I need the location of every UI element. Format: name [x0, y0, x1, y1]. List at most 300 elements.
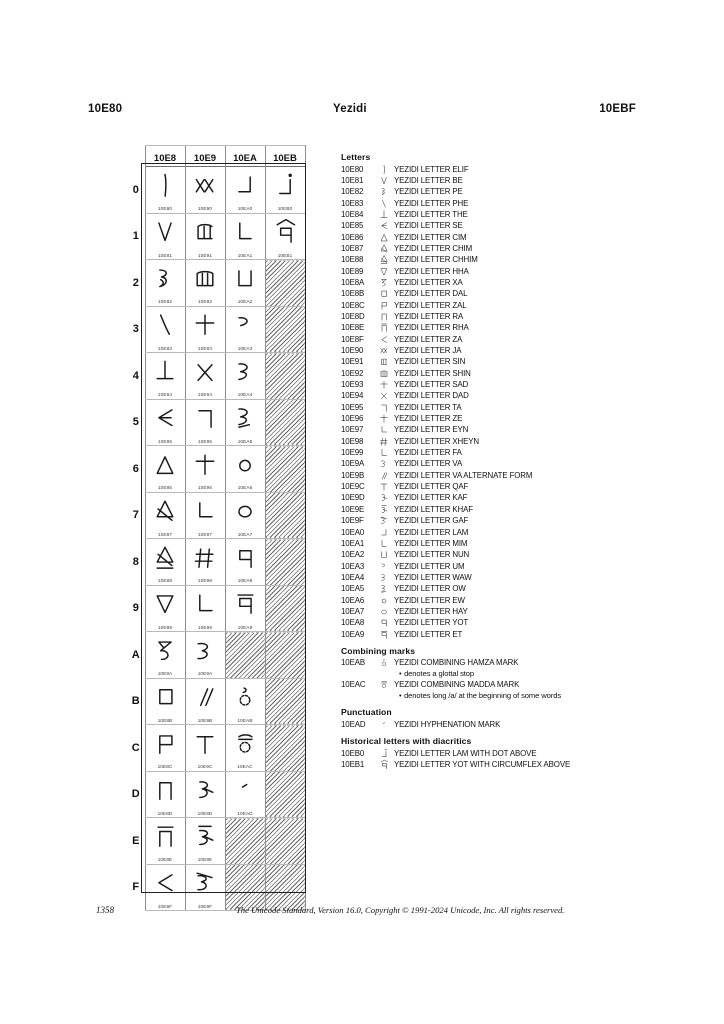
code-cell-10EA4: [225, 353, 265, 400]
glyph-va-icon: [186, 632, 225, 667]
code-cell-empty: [225, 632, 265, 679]
entry-code: 10E85: [341, 221, 364, 231]
page-title: Yezidi: [333, 103, 367, 115]
section-title-letters: Letters: [341, 152, 371, 162]
cell-code-label: 10EAD: [237, 810, 253, 816]
entry-code: 10E92: [341, 368, 364, 378]
entry-code: 10E98: [341, 436, 364, 446]
chart-corner: [127, 146, 145, 167]
glyph-kaf-icon: [374, 492, 394, 503]
glyph-sad-icon: [374, 379, 394, 390]
code-chart-row: [127, 678, 305, 725]
name-entry-10EB1: [341, 759, 641, 770]
glyph-gaf-icon: [374, 515, 394, 526]
entry-code: 10E96: [341, 414, 364, 424]
header-start-code: 10E80: [88, 103, 123, 115]
cell-code-label: 10E82: [157, 299, 173, 304]
name-entry-10E8E: [341, 322, 641, 333]
entry-code: 10E82: [341, 187, 364, 197]
entry-code: 10EAC: [341, 680, 366, 690]
glyph-xa-icon: [374, 277, 394, 288]
name-entry-10E97: [341, 424, 641, 435]
cell-code-label: 10E97: [197, 531, 213, 537]
cell-code-label: 10E98: [197, 578, 213, 583]
code-cell-10E9C: [185, 725, 225, 772]
glyph-kaf-icon: [186, 772, 225, 807]
entry-code: 10EA3: [341, 561, 365, 571]
code-cell-10E85: [145, 399, 185, 446]
entry-name: YEZIDI LETTER PE: [394, 187, 463, 197]
row-label-C: C: [131, 741, 140, 754]
entry-code: 10EA7: [341, 606, 365, 616]
glyph-fa-icon: [374, 447, 394, 458]
entry-name: YEZIDI LETTER SE: [394, 221, 463, 231]
name-entry-10E8B: [341, 288, 641, 299]
code-chart-row: [127, 260, 305, 307]
cell-code-label: 10E9D: [197, 810, 213, 816]
name-entry-10E9C: [341, 481, 641, 492]
glyph-cim-icon: [146, 446, 185, 481]
name-entry-10E9E: [341, 504, 641, 515]
entry-name: YEZIDI LETTER ZA: [394, 334, 463, 344]
entry-code: 10EA6: [341, 595, 365, 605]
cell-code-label: 10EA5: [237, 438, 253, 444]
name-entry-10E9F: [341, 515, 641, 526]
code-cell-10E9B: [185, 678, 225, 725]
glyph-eyn-icon: [374, 424, 394, 435]
code-chart-row: [127, 213, 305, 260]
code-cell-10E81: [145, 213, 185, 260]
code-cell-10E98: [185, 539, 225, 586]
code-cell-10E84: [145, 353, 185, 400]
glyph-dal-icon: [374, 288, 394, 299]
cell-code-label: 10E94: [197, 392, 213, 397]
code-chart-row: [127, 632, 305, 679]
code-cell-10E8A: [145, 632, 185, 679]
entry-code: 10E8D: [341, 311, 365, 321]
cell-code-label: 10E99: [197, 624, 213, 630]
code-chart-row: [127, 539, 305, 586]
code-cell-empty: [265, 399, 305, 446]
name-entry-10E81: [341, 175, 641, 186]
glyph-ja-icon: [186, 167, 225, 202]
glyph-lam-icon: [374, 527, 394, 538]
code-cell-empty: [265, 864, 305, 911]
entry-code: 10EA0: [341, 527, 365, 537]
entry-name: YEZIDI LETTER LAM WITH DOT ABOVE: [394, 748, 537, 758]
code-chart: [127, 145, 305, 911]
code-cell-10E90: [185, 167, 225, 214]
glyph-va-alt-icon: [186, 679, 225, 714]
code-cell-empty: [265, 678, 305, 725]
name-entry-10EA8: [341, 617, 641, 628]
name-entry-10E82: [341, 186, 641, 197]
glyph-va-icon: [374, 458, 394, 469]
entry-name: YEZIDI LETTER DAL: [394, 289, 468, 299]
entry-code: 10E9E: [341, 504, 365, 514]
entry-code: 10E99: [341, 448, 364, 458]
cell-code-label: 10EA1: [237, 252, 253, 258]
glyph-chhim-icon: [374, 254, 394, 265]
entry-code: 10E9B: [341, 470, 365, 480]
entry-code: 10E9D: [341, 493, 365, 503]
page-footer: [96, 905, 636, 919]
entry-name: YEZIDI LETTER ET: [394, 629, 463, 639]
name-entry-10E8F: [341, 334, 641, 345]
entry-name: YEZIDI LETTER ELIF: [394, 164, 469, 174]
row-label-B: B: [131, 695, 140, 708]
glyph-qaf-icon: [186, 725, 225, 760]
code-chart-row: [127, 446, 305, 493]
glyph-pe-icon: [374, 186, 394, 197]
row-label-2: 2: [132, 276, 139, 289]
code-chart-row: [127, 818, 305, 865]
code-cell-10EA0: [225, 167, 265, 214]
entry-name: YEZIDI LETTER XA: [394, 277, 463, 287]
code-cell-10EA8: [225, 539, 265, 586]
name-entry-10EA0: [341, 527, 641, 538]
code-cell-empty: [265, 306, 305, 353]
entry-code: 10E8F: [341, 334, 364, 344]
name-entry-10EA2: [341, 549, 641, 560]
entry-code: 10E8A: [341, 277, 365, 287]
entry-code: 10EB0: [341, 748, 365, 758]
entry-code: 10EA9: [341, 629, 365, 639]
entry-code: 10EA1: [341, 538, 365, 548]
cell-code-label: 10E9F: [197, 903, 213, 909]
header-end-code: 10EBF: [599, 103, 636, 115]
code-cell-10EAB: [225, 678, 265, 725]
entry-name: YEZIDI LETTER XHEYN: [394, 436, 479, 446]
column-header-2: 10EA: [233, 153, 257, 164]
code-cell-empty: [265, 446, 305, 493]
entry-name: YEZIDI LETTER VA: [394, 459, 463, 469]
entry-code: 10E9A: [341, 459, 365, 469]
section-title-combining-marks: Combining marks: [341, 645, 416, 656]
bullet-icon: •: [399, 668, 402, 678]
glyph-xheyn-icon: [374, 436, 394, 447]
glyph-waw-icon: [226, 353, 265, 388]
code-cell-10E83: [145, 306, 185, 353]
cell-code-label: 10E8A: [157, 671, 173, 676]
entry-code: 10E91: [341, 357, 364, 367]
glyph-sin-icon: [186, 214, 225, 249]
entry-code: 10E80: [341, 164, 364, 174]
entry-name: YEZIDI LETTER UM: [394, 561, 465, 571]
code-cell-10E96: [185, 446, 225, 493]
code-cell-10E8E: [145, 818, 185, 865]
entry-code: 10E94: [341, 391, 364, 401]
code-cell-10E89: [145, 585, 185, 632]
code-chart-row: [127, 771, 305, 818]
glyph-dad-icon: [374, 390, 394, 401]
glyph-mim-icon: [374, 538, 394, 549]
code-cell-10E8F: [145, 864, 185, 911]
glyph-ja-icon: [374, 345, 394, 356]
entry-name: YEZIDI LETTER EW: [394, 595, 465, 605]
code-cell-empty: [265, 353, 305, 400]
section-title-punctuation: Punctuation: [341, 707, 392, 718]
cell-code-label: 10EAB: [237, 717, 253, 723]
entry-name: YEZIDI LETTER GAF: [394, 516, 469, 526]
bullet-icon: •: [399, 690, 402, 700]
name-entry-10E91: [341, 356, 641, 367]
cell-code-label: 10EB0: [277, 206, 293, 211]
cell-code-label: 10E9E: [197, 857, 213, 862]
glyph-yot-circ-icon: [266, 214, 305, 249]
cell-code-label: 10EA3: [237, 345, 253, 351]
name-entry-10E85: [341, 220, 641, 231]
entry-name: YEZIDI LETTER ZE: [394, 414, 463, 424]
glyph-the-icon: [374, 209, 394, 220]
cell-code-label: 10E8F: [157, 903, 173, 909]
entry-name: YEZIDI LETTER RHA: [394, 323, 469, 333]
code-cell-10EB0: [265, 167, 305, 214]
glyph-zal-icon: [146, 725, 185, 760]
glyph-lam-dot-icon: [266, 167, 305, 202]
entry-name: YEZIDI LETTER YOT: [394, 618, 469, 628]
glyph-dal-icon: [146, 679, 185, 714]
entry-name: YEZIDI LETTER SHIN: [394, 368, 471, 378]
glyph-et-icon: [374, 629, 394, 640]
glyph-yot-icon: [226, 539, 265, 574]
glyph-hay-icon: [226, 493, 265, 528]
entry-name: YEZIDI LETTER THE: [394, 209, 468, 219]
code-cell-empty: [265, 632, 305, 679]
entry-name: YEZIDI LETTER EYN: [394, 425, 469, 435]
code-cell-10E95: [185, 399, 225, 446]
glyph-shin-icon: [186, 260, 225, 295]
code-cell-10E91: [185, 213, 225, 260]
name-entry-10E87: [341, 243, 641, 254]
entry-name: YEZIDI LETTER VA ALTERNATE FORM: [394, 470, 533, 480]
row-label-8: 8: [132, 555, 139, 568]
entry-name: YEZIDI LETTER JA: [394, 346, 462, 355]
glyph-rha-icon: [146, 818, 185, 853]
page-number: 1358: [96, 905, 114, 915]
glyph-um-icon: [374, 561, 394, 572]
entry-name: YEZIDI LETTER CIM: [394, 232, 467, 242]
entry-code: 10E84: [341, 209, 364, 219]
glyph-ta-icon: [374, 402, 394, 413]
code-cell-empty: [265, 585, 305, 632]
cell-code-label: 10E90: [197, 206, 213, 211]
entry-name: YEZIDI COMBINING MADDA MARK: [394, 680, 520, 690]
glyph-ra-icon: [374, 311, 394, 322]
glyph-se-icon: [146, 400, 185, 435]
entry-code: 10E89: [341, 266, 364, 276]
row-label-9: 9: [132, 602, 139, 615]
entry-code: 10E9C: [341, 482, 365, 492]
entry-code: 10E95: [341, 402, 364, 412]
entry-name: YEZIDI LETTER LAM: [394, 527, 469, 537]
code-cell-10EA5: [225, 399, 265, 446]
cell-code-label: 10E83: [157, 345, 173, 351]
glyph-ra-icon: [146, 772, 185, 807]
cell-code-label: 10E86: [157, 485, 173, 490]
name-entry-10E86: [341, 232, 641, 243]
cell-code-label: 10EA2: [237, 299, 253, 304]
cell-code-label: 10E87: [157, 531, 173, 537]
name-entry-10EAB: [341, 657, 641, 668]
entry-code: 10E93: [341, 380, 364, 390]
name-entry-10E9D: [341, 492, 641, 503]
glyph-ze-icon: [374, 413, 394, 424]
code-chart-row: [127, 492, 305, 539]
code-cell-empty: [265, 725, 305, 772]
code-cell-empty: [265, 260, 305, 307]
name-entry-10E90: [341, 345, 641, 356]
code-chart-row: [127, 585, 305, 632]
code-cell-empty: [225, 864, 265, 911]
entry-code: 10E97: [341, 425, 364, 435]
entry-name: YEZIDI LETTER DAD: [394, 391, 469, 401]
section-title-historical-letters-with-diacritics: Historical letters with diacritics: [341, 736, 472, 747]
code-chart-row: [127, 306, 305, 353]
name-entry-10E9B: [341, 470, 641, 481]
cell-code-label: 10E92: [197, 299, 213, 304]
entry-code: 10EAB: [341, 658, 366, 668]
glyph-ta-icon: [186, 400, 225, 435]
code-cell-empty: [265, 818, 305, 865]
glyph-mim-icon: [226, 214, 265, 249]
glyph-be-icon: [146, 214, 185, 249]
entry-name: YEZIDI LETTER CHIM: [394, 243, 473, 253]
glyph-xheyn-icon: [186, 539, 225, 574]
name-entry-10EA3: [341, 561, 641, 572]
entry-name: YEZIDI LETTER KHAF: [394, 504, 473, 514]
row-label-4: 4: [132, 369, 139, 382]
code-cell-empty: [265, 771, 305, 818]
entry-name: YEZIDI LETTER SAD: [394, 380, 469, 390]
cell-code-label: 10E9B: [197, 717, 213, 723]
glyph-hyphen-icon: [374, 719, 394, 730]
name-entry-10EAC: [341, 679, 641, 690]
name-entry-10E95: [341, 402, 641, 413]
glyph-ow-icon: [374, 583, 394, 594]
code-chart-row: [127, 167, 305, 214]
glyph-zal-icon: [374, 300, 394, 311]
code-cell-10EAC: [225, 725, 265, 772]
code-cell-10EB1: [265, 213, 305, 260]
glyph-sad-icon: [186, 307, 225, 342]
name-entry-10EA1: [341, 538, 641, 549]
cell-code-label: 10E88: [157, 578, 173, 583]
entry-code: 10EA2: [341, 550, 365, 560]
code-chart-table: [127, 145, 306, 911]
name-entry-10E96: [341, 413, 641, 424]
entry-code: 10E9F: [341, 516, 364, 526]
cell-code-label: 10EA8: [237, 578, 253, 583]
cell-code-label: 10E96: [197, 485, 213, 490]
glyph-lam-icon: [226, 167, 265, 202]
glyph-phe-icon: [374, 198, 394, 209]
glyph-phe-icon: [146, 307, 185, 342]
name-entry-10EA9: [341, 629, 641, 640]
code-cell-10E88: [145, 539, 185, 586]
glyph-za-icon: [374, 334, 394, 345]
code-cell-10E97: [185, 492, 225, 539]
code-chart-row: [127, 353, 305, 400]
code-cell-10E93: [185, 306, 225, 353]
code-cell-10E94: [185, 353, 225, 400]
entry-name: YEZIDI LETTER TA: [394, 402, 462, 412]
glyph-um-icon: [226, 307, 265, 342]
code-cell-10EA2: [225, 260, 265, 307]
glyph-fa-icon: [186, 586, 225, 621]
name-entry-10EB0: [341, 748, 641, 759]
name-entry-10E94: [341, 390, 641, 401]
name-entry-10E8A: [341, 277, 641, 288]
entry-name: YEZIDI LETTER ZAL: [394, 300, 467, 310]
glyph-sin-icon: [374, 356, 394, 367]
cell-code-label: 10E9C: [197, 764, 213, 769]
glyph-za-icon: [146, 865, 185, 900]
row-label-6: 6: [132, 462, 139, 475]
entry-name: YEZIDI COMBINING HAMZA MARK: [394, 658, 519, 668]
code-cell-10E9E: [185, 818, 225, 865]
entry-name: YEZIDI LETTER SIN: [394, 357, 466, 367]
glyph-xa-icon: [146, 632, 185, 667]
cell-code-label: 10E8E: [157, 857, 173, 862]
glyph-qaf-icon: [374, 481, 394, 492]
glyph-hamza-icon: [226, 679, 265, 714]
glyph-hay-icon: [374, 606, 394, 617]
glyph-ow-icon: [226, 400, 265, 435]
entry-code: 10EB1: [341, 760, 365, 769]
glyph-be-icon: [374, 175, 394, 186]
glyph-waw-icon: [374, 572, 394, 583]
name-entry-10E98: [341, 436, 641, 447]
cell-code-label: 10E81: [157, 252, 173, 258]
row-label-7: 7: [132, 509, 139, 522]
code-cell-10EA7: [225, 492, 265, 539]
cell-code-label: 10E8B: [157, 717, 173, 723]
code-cell-10EA1: [225, 213, 265, 260]
code-cell-10E82: [145, 260, 185, 307]
cell-code-label: 10EA0: [237, 206, 253, 211]
code-cell-10E8B: [145, 678, 185, 725]
entry-code: 10EA4: [341, 572, 365, 582]
name-entry-10E9A: [341, 458, 641, 469]
cell-code-label: 10E91: [197, 252, 213, 258]
name-entry-10E92: [341, 368, 641, 379]
code-cell-10E87: [145, 492, 185, 539]
code-cell-10EA6: [225, 446, 265, 493]
cell-code-label: 10EA7: [237, 531, 253, 537]
entry-name: YEZIDI LETTER CHHIM: [394, 255, 478, 265]
glyph-et-icon: [226, 586, 265, 621]
cell-code-label: 10E95: [197, 438, 213, 444]
column-header-1: 10E9: [193, 153, 217, 164]
code-cell-10E99: [185, 585, 225, 632]
entry-note: • denotes long /a/ at the beginning of some words: [399, 690, 562, 700]
code-cell-10E8D: [145, 771, 185, 818]
glyph-khaf-icon: [186, 818, 225, 853]
row-label-F: F: [132, 881, 140, 894]
glyph-lam-dot-icon: [374, 748, 394, 759]
name-entry-10E80: [341, 164, 641, 175]
name-entry-10E83: [341, 198, 641, 209]
entry-name: YEZIDI LETTER KAF: [394, 493, 468, 503]
glyph-madda-icon: [226, 725, 265, 760]
name-entry-10E93: [341, 379, 641, 390]
code-chart-row: [127, 399, 305, 446]
cell-code-label: 10EB1: [277, 252, 293, 258]
cell-code-label: 10E80: [157, 206, 173, 211]
name-entry-10EA7: [341, 606, 641, 617]
glyph-chim-icon: [146, 493, 185, 528]
